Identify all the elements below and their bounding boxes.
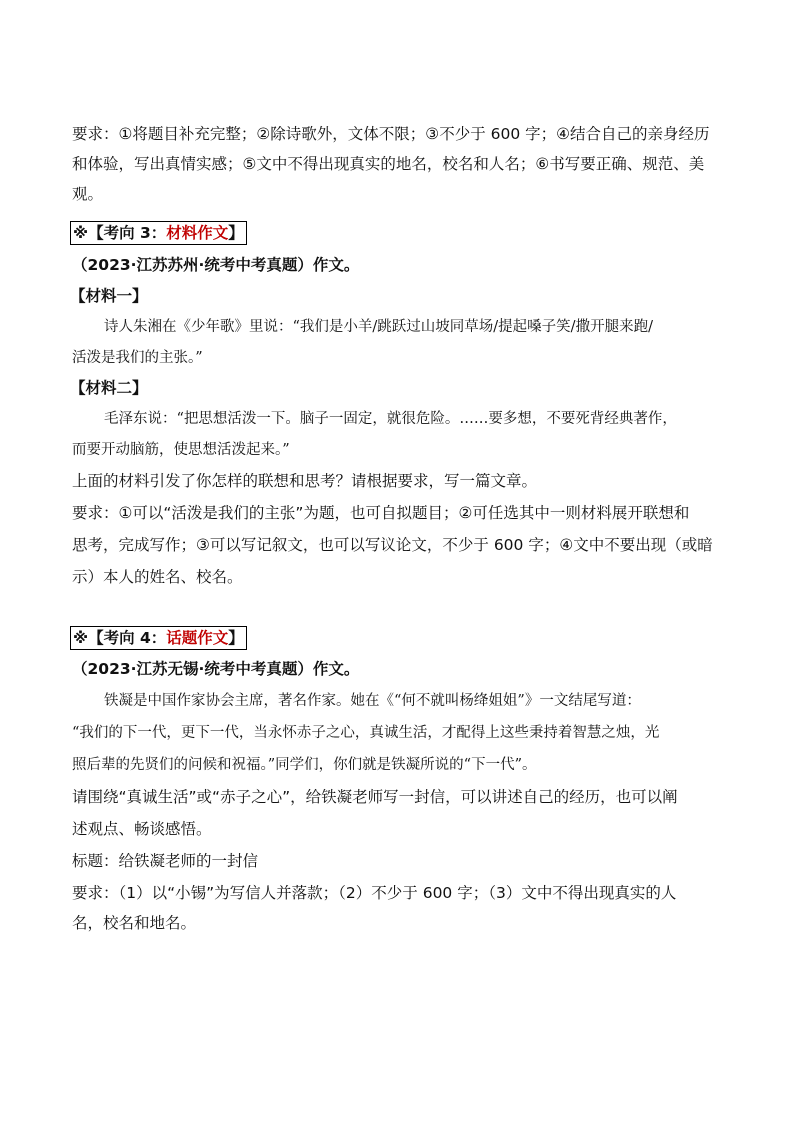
heading-highlight: 话题作文	[166, 629, 229, 647]
question-source: （2023·江苏苏州·统考中考真题）作文。	[72, 256, 360, 274]
prompt-text: 述观点、畅谈感悟。	[72, 820, 212, 838]
heading-prefix: ※【考向 3：	[73, 224, 167, 242]
heading-prefix: ※【考向 4：	[73, 629, 167, 647]
material-label: 【材料二】	[70, 379, 148, 397]
heading-suffix: 】	[228, 224, 244, 242]
prompt-text: 上面的材料引发了你怎样的联想和思考？请根据要求，写一篇文章。	[72, 472, 538, 490]
material-text-line: 照后辈的先贤们的问候和祝福。”同学们，你们就是铁凝所说的“下一代”。	[72, 757, 537, 773]
requirement-line: 示）本人的姓名、校名。	[72, 568, 243, 586]
material-text-line: “我们的下一代，更下一代，当永怀赤子之心，真诚生活，才配得上这些秉持着智慧之烛，光	[72, 725, 660, 741]
prompt-text: 请围绕“真诚生活”或“赤子之心”，给铁凝老师写一封信，可以讲述自己的经历，也可以阐	[72, 788, 678, 806]
heading-suffix: 】	[228, 629, 244, 647]
material-text-line: 铁凝是中国作家协会主席，著名作家。她在《“何不就叫杨绛姐姐”》一文结尾写道：	[104, 693, 641, 709]
section-heading-topic-essay	[70, 626, 247, 650]
material-text-line: 而要开动脑筋，使思想活泼起来。”	[72, 442, 290, 458]
letter-title: 标题：给铁凝老师的一封信	[72, 852, 259, 870]
section-heading-material-essay	[70, 221, 247, 245]
requirement-line: 要求：①将题目补充完整；②除诗歌外，文体不限；③不少于 600 字；④结合自己的亲身经历	[72, 125, 710, 143]
material-text-line: 诗人朱湘在《少年歌》里说：“我们是小羊/跳跃过山坡同草场/提起嗓子笑/撒开腿来跑/	[104, 319, 653, 335]
material-text-line: 毛泽东说：“把思想活泼一下。脑子一固定，就很危险。……要多想，不要死背经典著作，	[104, 411, 677, 427]
heading-highlight: 材料作文	[166, 224, 229, 242]
requirement-line: 要求：（1）以“小锡”为写信人并落款；（2）不少于 600 字；（3）文中不得出现真实的人	[72, 884, 677, 902]
requirement-line: 和体验，写出真情实感；⑤文中不得出现真实的地名，校名和人名；⑥书写要正确、规范、美	[72, 155, 705, 173]
question-source: （2023·江苏无锡·统考中考真题）作文。	[72, 660, 360, 678]
requirement-line: 要求：①可以“活泼是我们的主张”为题，也可自拟题目；②可任选其中一则材料展开联想和	[72, 504, 690, 522]
material-label: 【材料一】	[70, 287, 148, 305]
requirement-line: 观。	[72, 185, 104, 203]
material-text-line: 活泼是我们的主张。”	[72, 350, 203, 366]
requirement-line: 思考，完成写作；③可以写记叙文，也可以写议论文，不少于 600 字；④文中不要出现（或暗	[72, 536, 713, 554]
requirement-line: 名，校名和地名。	[72, 914, 197, 932]
